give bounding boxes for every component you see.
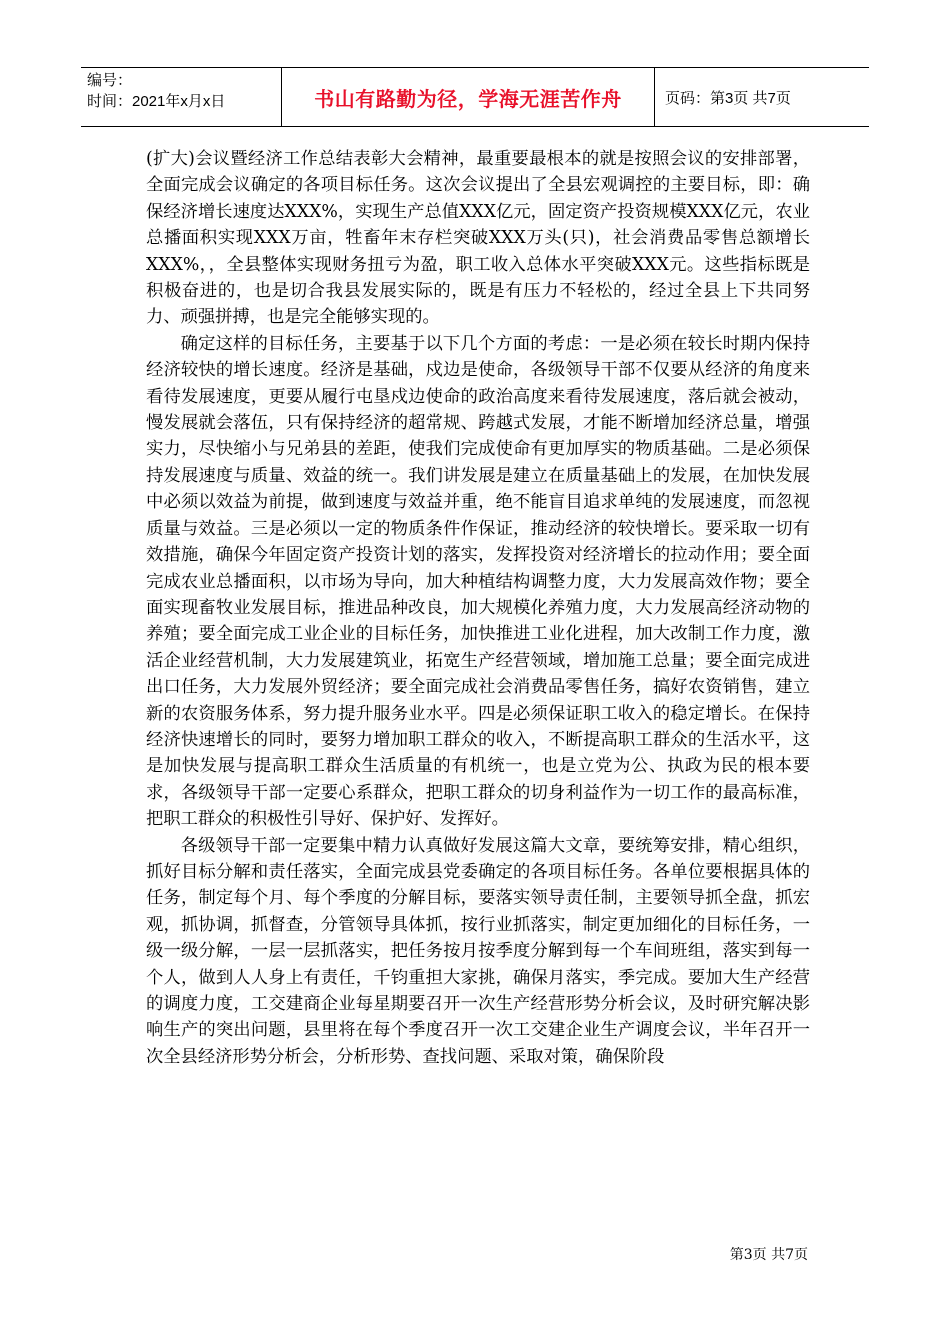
- header-page-label: 页码：第3页 共7页: [665, 89, 791, 107]
- paragraph: 确定这样的目标任务，主要基于以下几个方面的考虑：一是必须在较长时期内保持经济较快的增长速度。经济是基础，戍边是使命，各级领导干部不仅要从经济的角度来看待发展速度，更要从履行屯垦戍边使命的政治高度来看待发展速度，落后就会被动，慢发展就会落伍，只有保持经济的超常规、跨越式发展，才能不断增加经济总量，增强实力，尽快缩小与兄弟县的差距，使我们完成使命有更加厚实的物质基础。二是必须保持发展速度与质量、效益的统一。我们讲发展是建立在质量基础上的发展，在加快发展中必须以效益为前提，做到速度与效益并重，绝不能盲目追求单纯的发展速度，而忽视质量与效益。三是必须以一定的物质条件作保证，推动经济的较快增长。要采取一切有效措施，确保今年固定资产投资计划的落实，发挥投资对经济增长的拉动作用；要全面完成农业总播面积，以市场为导向，加大种植结构调整力度，大力发展高效作物；要全面实现畜牧业发展目标，推进品种改良，加大规模化养殖力度，大力发展高经济动物的养殖；要全面完成工业企业的目标任务，加快推进工业化进程，加大改制工作力度，激活企业经营机制，大力发展建筑业，拓宽生产经营领域，增加施工总量；要全面完成进出口任务，大力发展外贸经济；要全面完成社会消费品零售任务，搞好农资销售，建立新的农资服务体系，努力提升服务业水平。四是必须保证职工收入的稳定增长。在保持经济快速增长的同时，要努力增加职工群众的收入，不断提高职工群众的生活水平，这是加快发展与提高职工群众生活质量的有机统一，也是立党为公、执政为民的根本要求，各级领导干部一定要心系群众，把职工群众的切身利益作为一切工作的最高标准，把职工群众的积极性引导好、保护好、发挥好。: [146, 333, 810, 830]
- document-number-label: 编号：: [87, 72, 133, 89]
- page-header: [81, 67, 869, 127]
- paragraph-continued: (扩大)会议暨经济工作总结表彰大会精神，最重要最根本的就是按照会议的安排部署，全面完成会议确定的各项目标任务。这次会议提出了全县宏观调控的主要目标，即：确保经济增长速度达XXX%，实现生产总值XXX亿元，固定资产投资规模XXX亿元，农业总播面积实现XXX万亩，牲畜年末存栏突破XXX万头(只)，社会消费品零售总额增长XXX%，，全县整体实现财务扭亏为盈，职工收入总体水平突破XXX元。这些指标既是积极奋进的，也是切合我县发展实际的，既是有压力不轻松的，经过全县上下共同努力、顽强拼搏，也是完全能够实现的。: [146, 149, 810, 328]
- header-motto: 书山有路勤为径，学海无涯苦作舟: [281, 68, 655, 126]
- paragraph: 各级领导干部一定要集中精力认真做好发展这篇大文章，要统筹安排，精心组织，抓好目标分解和责任落实，全面完成县党委确定的各项目标任务。各单位要根据具体的任务，制定每个月、每个季度的分解目标，要落实领导责任制，主要领导抓全盘，抓宏观，抓协调，抓督查，分管领导具体抓，按行业抓落实，制定更加细化的目标任务，一级一级分解，一层一层抓落实，把任务按月按季度分解到每一个车间班组，落实到每一个人，做到人人身上有责任，千钧重担大家挑，确保月落实，季完成。要加大生产经营的调度力度，工交建商企业每星期要召开一次生产经营形势分析会议，及时研究解决影响生产的突出问题，县里将在每个季度召开一次工交建企业生产调度会议，半年召开一次全县经济形势分析会，分析形势、查找问题、采取对策，确保阶段: [146, 835, 810, 1067]
- document-body: [146, 146, 810, 1070]
- page-footer-number: 第3页 共7页: [729, 1247, 808, 1263]
- header-meta: [81, 68, 281, 126]
- document-time-label: 时间：2021年x月x日: [87, 93, 226, 110]
